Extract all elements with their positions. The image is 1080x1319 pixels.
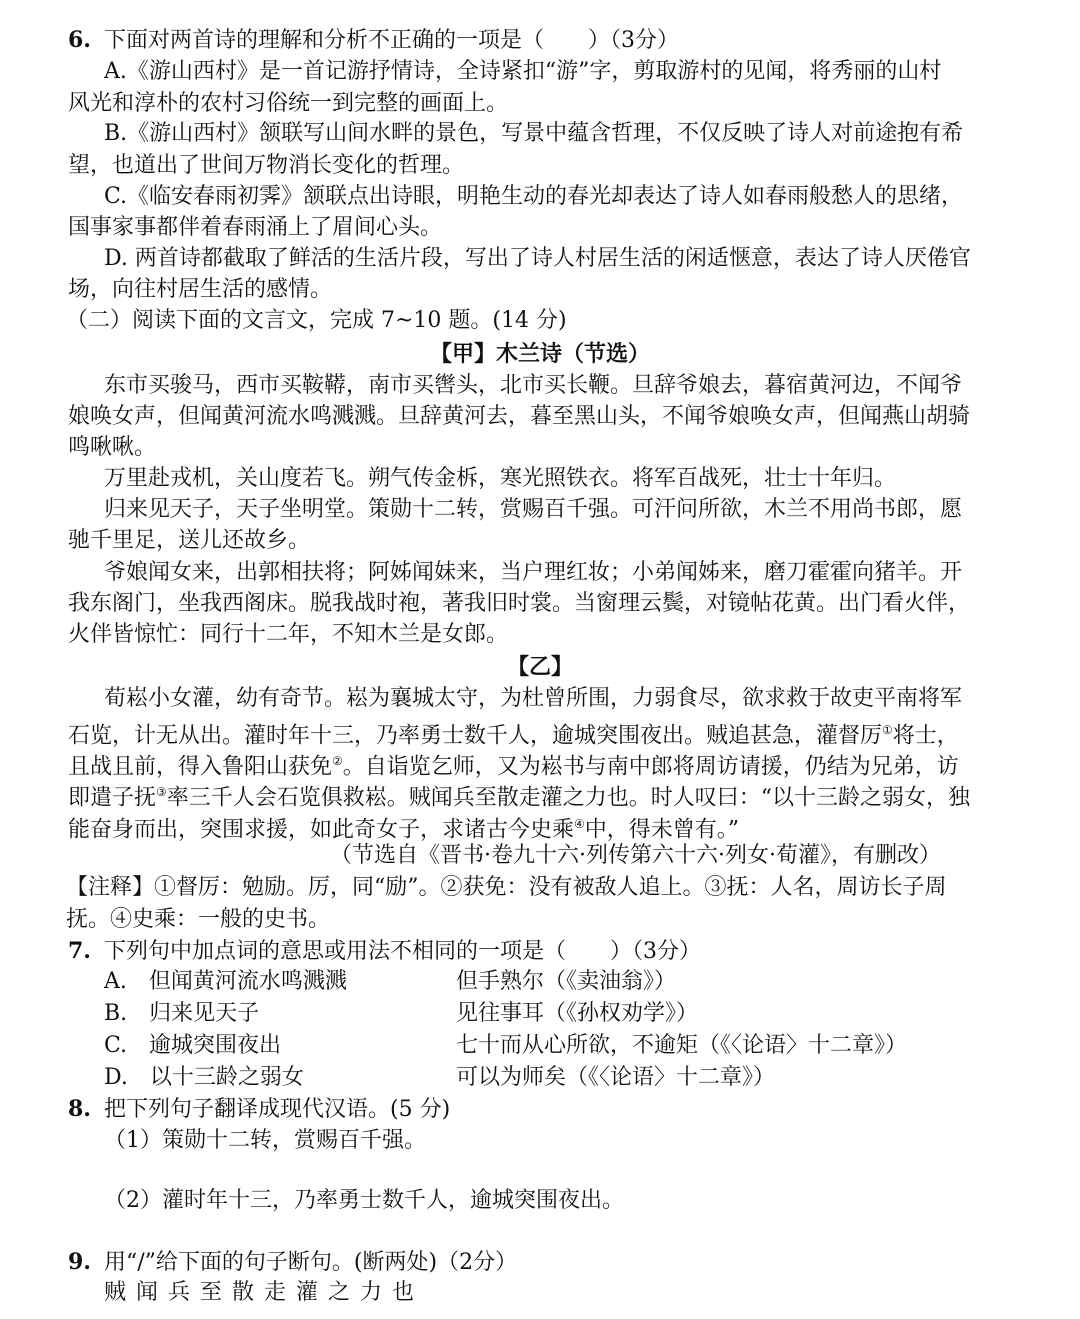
q7-number: 7. — [68, 938, 91, 964]
section2-header: （二）阅读下面的文言文，完成 7~10 题。(14 分) — [66, 308, 567, 333]
notes-line-2: 抚。④史乘：一般的史书。 — [66, 907, 331, 932]
note-mark-4: ④ — [574, 817, 585, 831]
q6-stem: 6. 下面对两首诗的理解和分析不正确的一项是（ ）（3分） — [68, 24, 679, 57]
q6-option-a-line1: A.《游山西村》是一首记游抒情诗，全诗紧扣“游”字，剪取游村的见闻，将秀丽的山村 — [104, 59, 942, 84]
q6-option-d-line2: 场，向往村居生活的感情。 — [68, 277, 333, 302]
q8-number: 8. — [68, 1096, 91, 1122]
q6-option-a-line2: 风光和淳朴的农村习俗统一到完整的画面上。 — [68, 91, 509, 116]
q7-option-c-right: 七十而从心所欲，不逾矩（《〈论语〉十二章》） — [456, 1033, 908, 1058]
jia-line-9: 火伴皆惊忙：同行十二年，不知木兰是女郎。 — [68, 622, 509, 647]
jia-line-6: 驰千里足，送儿还故乡。 — [68, 528, 311, 553]
yi-line-1: 荀崧小女灌，幼有奇节。崧为襄城太守，为杜曾所围，力弱食尽，欲求救于故吏平南将军 — [104, 686, 963, 711]
q6-option-c-line1: C.《临安春雨初霁》颔联点出诗眼，明艳生动的春光却表达了诗人如春雨般愁人的思绪， — [104, 184, 964, 209]
jia-title: 【甲】木兰诗（节选） — [429, 341, 650, 367]
q9-number: 9. — [68, 1249, 91, 1275]
q6-option-d-line1: D. 两首诗都截取了鲜活的生活片段，写出了诗人村居生活的闲适惬意，表达了诗人厌倦官 — [104, 246, 971, 271]
yi-line-2: 石览，计无从出。灌时年十三，乃率勇士数千人，逾城突围夜出。贼追甚急，灌督厉①将士， — [68, 723, 959, 749]
q7-option-a-right: 但手熟尔（《卖油翁》） — [456, 969, 677, 994]
q8-stem: 8. 把下列句子翻译成现代汉语。(5 分) — [68, 1093, 450, 1126]
q7-option-d-left: D. 以十三龄之弱女 — [104, 1065, 304, 1090]
jia-line-2: 娘唤女声，但闻黄河流水鸣溅溅。旦辞黄河去，暮至黑山头，不闻爷娘唤女声，但闻燕山胡骑 — [68, 404, 971, 429]
notes-line-1: 【注释】①督厉：勉励。厉，同“励”。②获免：没有被敌人追上。③抚：人名，周访长子周 — [66, 875, 947, 900]
yi-line-4: 即遣子抚③率三千人会石览俱救崧。贼闻兵至散走灌之力也。时人叹曰：“以十三龄之弱女，独 — [68, 785, 971, 811]
source-citation: （节选自《晋书·卷九十六·列传第六十六·列女·荀灌》，有删改） — [330, 843, 941, 868]
jia-line-8: 我东阁门，坐我西阁床。脱我战时袍，著我旧时裳。当窗理云鬓，对镜帖花黄。出门看火伴， — [68, 591, 971, 616]
q6-option-b-line2: 望，也道出了世间万物消长变化的哲理。 — [68, 153, 465, 178]
jia-line-1: 东市买骏马，西市买鞍鞯，南市买辔头，北市买长鞭。旦辞爷娘去，暮宿黄河边，不闻爷 — [104, 373, 963, 398]
q8-item-2: （2）灌时年十三，乃率勇士数千人，逾城突围夜出。 — [104, 1188, 624, 1213]
yi-line-3: 且战且前，得入鲁阳山获免②。自诣览乞师，又为崧书与南中郎将周访请援，仍结为兄弟，访 — [68, 754, 959, 780]
note-mark-1: ① — [882, 723, 893, 737]
jia-line-4: 万里赴戎机，关山度若飞。朔气传金柝，寒光照铁衣。将军百战死，壮士十年归。 — [104, 466, 897, 491]
q7-option-d-right: 可以为师矣（《〈论语〉十二章》） — [456, 1065, 776, 1090]
jia-line-7: 爷娘闻女来，出郭相扶将；阿姊闻妹来，当户理红妆；小弟闻姊来，磨刀霍霍向猪羊。开 — [104, 560, 963, 585]
q7-option-c-left: C. 逾城突围夜出 — [104, 1033, 282, 1058]
note-mark-3: ③ — [156, 785, 167, 799]
q9-stem: 9. 用“/”给下面的句子断句。(断两处)（2分） — [68, 1246, 517, 1279]
yi-line-5: 能奋身而出，突围求援，如此奇女子，求诸古今史乘④中，得未曾有。” — [68, 817, 740, 843]
yi-title: 【乙】 — [506, 654, 573, 680]
q6-option-b-line1: B.《游山西村》颔联写山间水畔的景色，写景中蕴含哲理，不仅反映了诗人对前途抱有希 — [104, 121, 964, 146]
q7-option-a-left: A. 但闻黄河流水鸣溅溅 — [104, 969, 347, 994]
q8-item-1: （1）策勋十二转，赏赐百千强。 — [104, 1128, 426, 1153]
q6-option-c-line2: 国事家事都伴着春雨涌上了眉间心头。 — [68, 215, 443, 240]
jia-line-3: 鸣啾啾。 — [68, 435, 157, 460]
q9-sentence: 贼闻兵至散走灌之力也 — [104, 1280, 425, 1305]
q7-stem: 7. 下列句中加点词的意思或用法不相同的一项是（ ）（3分） — [68, 935, 701, 968]
q6-number: 6. — [68, 27, 91, 53]
note-mark-2: ② — [332, 754, 343, 768]
q7-option-b-left: B. 归来见天子 — [104, 1001, 260, 1026]
q7-option-b-right: 见往事耳（《孙权劝学》） — [456, 1001, 699, 1026]
jia-line-5: 归来见天子，天子坐明堂。策勋十二转，赏赐百千强。可汗问所欲，木兰不用尚书郎，愿 — [104, 497, 963, 522]
